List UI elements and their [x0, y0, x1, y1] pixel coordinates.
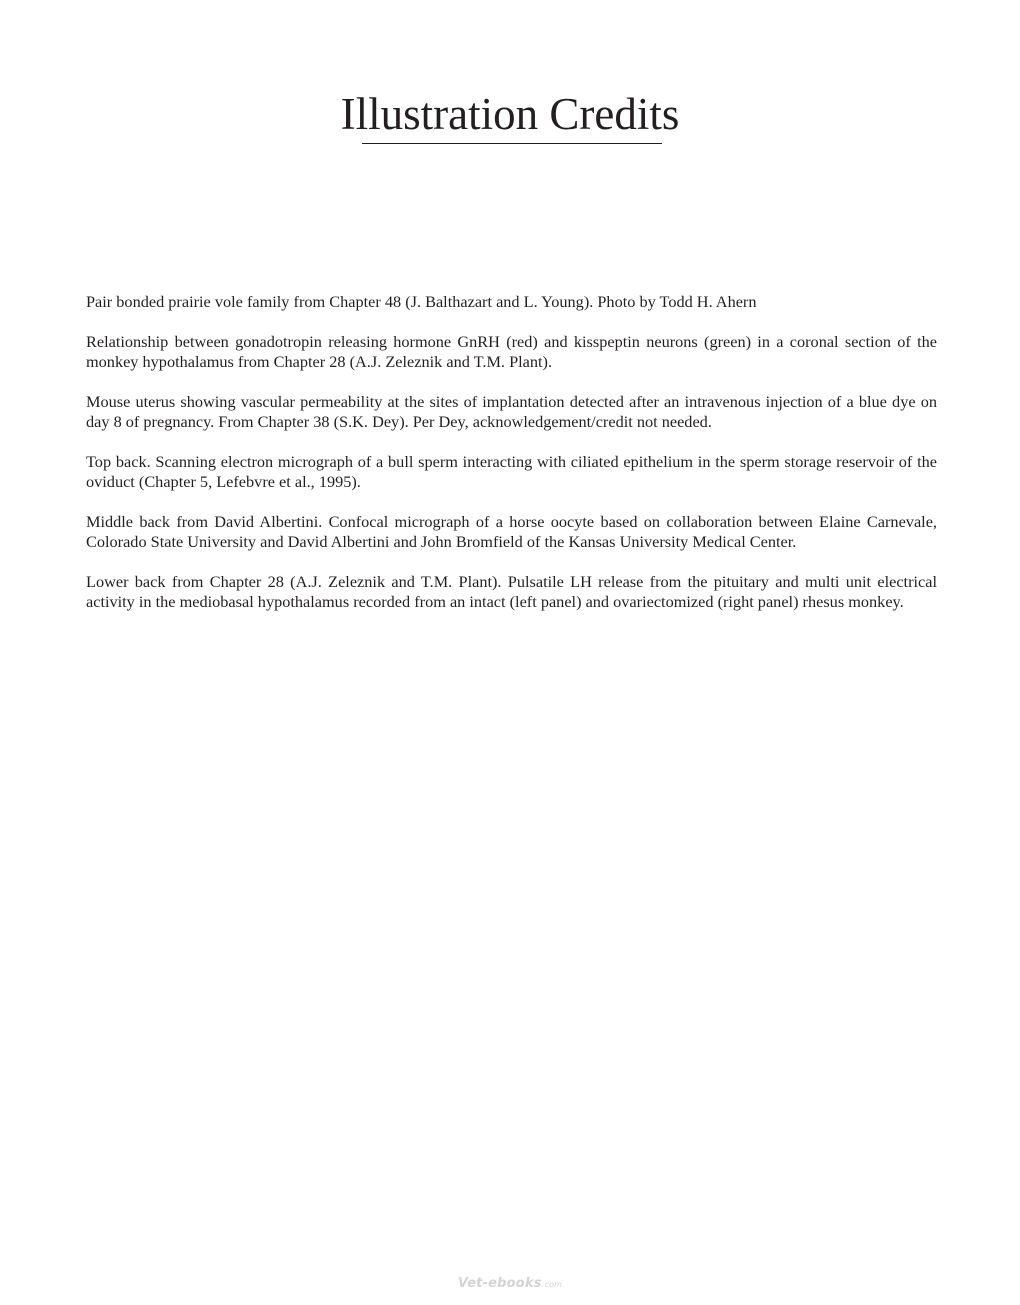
credit-paragraph-5: Middle back from David Albertini. Confocal micrograph of a horse oocyte based on collaboration between Elaine Carnevale, Colorado State University and David Albertini and John Bromfield of the Kansas University Medical Center.	[86, 512, 937, 551]
title-underline	[362, 143, 662, 144]
watermark	[0, 1276, 1020, 1291]
watermark-text: Vet-ebooks	[457, 1276, 542, 1291]
credit-paragraph-2: Relationship between gonadotropin releasing hormone GnRH (red) and kisspeptin neurons (green) in a coronal section of the monkey hypothalamus from Chapter 28 (A.J. Zeleznik and T.M. Plant).	[86, 332, 937, 371]
credit-paragraph-6: Lower back from Chapter 28 (A.J. Zeleznik and T.M. Plant). Pulsatile LH release from the pituitary and multi unit electrical activity in the mediobasal hypothalamus recorded from an intact (left panel) and ovariectomized (right panel) rhesus monkey.	[86, 572, 937, 611]
watermark-suffix: .com	[541, 1280, 563, 1289]
credits-list	[86, 292, 937, 632]
page-title: Illustration Credits	[340, 89, 680, 139]
credit-paragraph-4: Top back. Scanning electron micrograph of a bull sperm interacting with ciliated epithelium in the sperm storage reservoir of the oviduct (Chapter 5, Lefebvre et al., 1995).	[86, 452, 937, 491]
credit-paragraph-3: Mouse uterus showing vascular permeability at the sites of implantation detected after an intravenous injection of a blue dye on day 8 of pregnancy. From Chapter 38 (S.K. Dey). Per Dey, acknowledgement/credit not needed.	[86, 392, 937, 431]
credit-paragraph-1: Pair bonded prairie vole family from Chapter 48 (J. Balthazart and L. Young). Photo by Todd H. Ahern	[86, 292, 757, 311]
